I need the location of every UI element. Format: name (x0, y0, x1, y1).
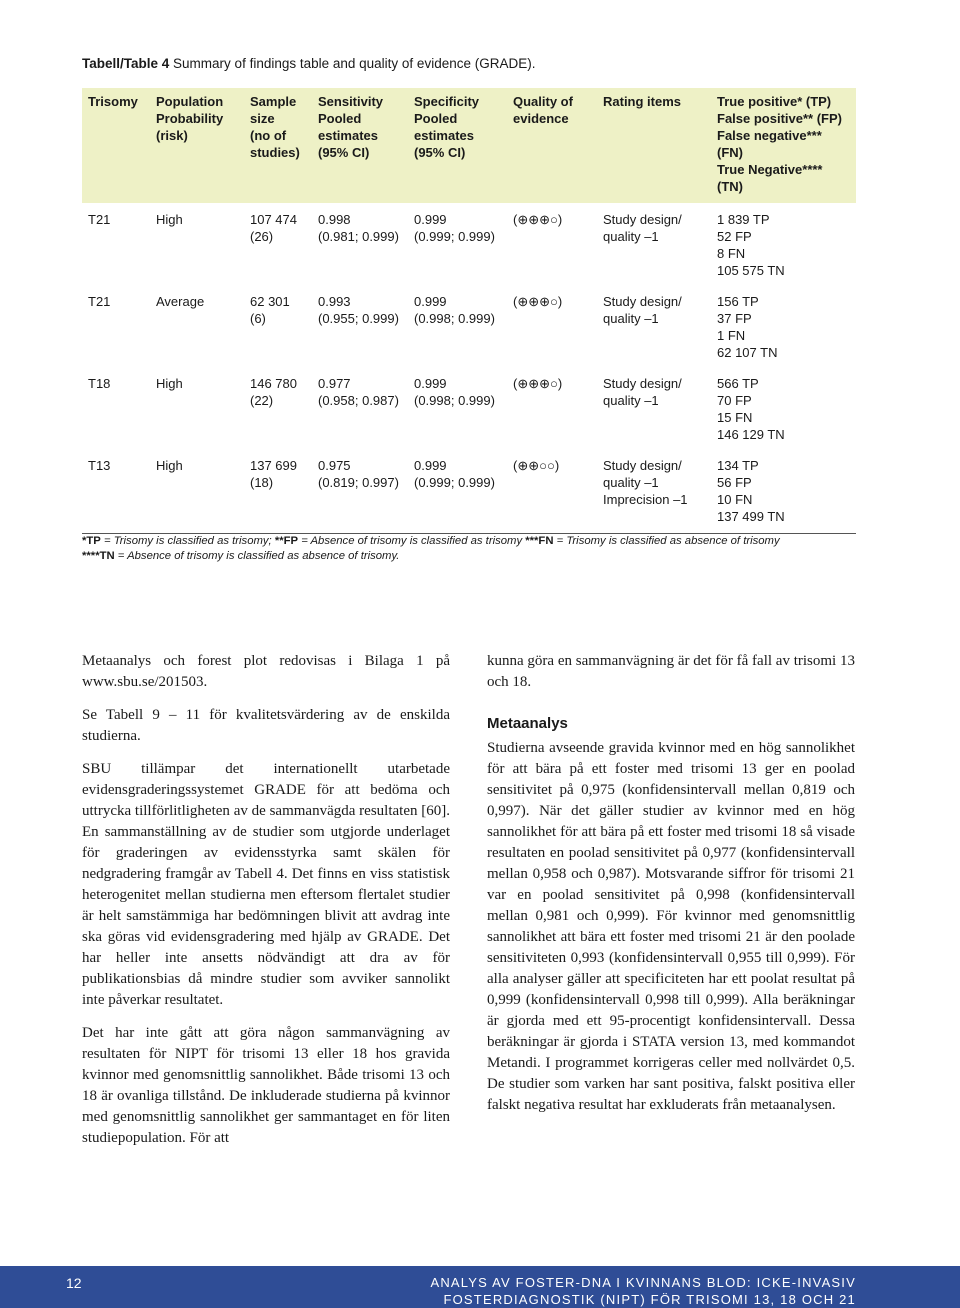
footer-title-line2: FOSTERDIAGNOSTIK (NIPT) FÖR TRISOMI 13, 18 OCH 21 (443, 1292, 856, 1307)
paragraph: Studierna avseende gravida kvinnor med en hög sannolikhet för att bära på ett foster med trisomi 13 ger en poolad sensitivitet på 0,975 (konfidensintervall mellan 0,819 och 0,997). När det gäller studier av kvinnor med en hög sannolikhet för att bära på ett foster med trisomi 18 så visade resultaten en poolad sensitivitet på 0,977 (konfidensintervall mellan 0,958 och 0,987). Motsvarande siffror för trisomi 21 var en poolad sensitivitet på 0,998 (konfidensintervall mellan 0,981 och 0,999). För kvinnor med genomsnittlig sannolikhet att bära ett foster med trisomi 21 är den poolade sensitiviteten 0,993 (konfidensintervall 0,955 till 0,999). För alla analyser gäller att specificiteten har ett poolat resultat på 0,999 (konfidensintervall 0,998 till 0,999). Alla beräkningar är gjorda med ett 95-procentigt konfidensintervall. Dessa beräkningar är gjorda i STATA version 13, med kommandot Metandi. I programmet korrigeras celler med nollvärdet 0,5. De studier som varken har sant positiva, falskt positiva eller falskt negativa resultat har exkluderats från metaanalysen. (487, 740, 855, 1113)
page-footer (0, 1266, 960, 1308)
footnote-fp-text: = Absence of trisomy is classified as trisomy (298, 535, 526, 547)
cell-specificity: 0.999 (0.998; 0.999) (414, 376, 495, 408)
footer-title (430, 1274, 856, 1308)
header-sensitivity: Sensitivity Pooled estimates (95% CI) (312, 88, 408, 203)
header-trisomy: Trisomy (82, 88, 150, 203)
cell-population: Average (156, 294, 205, 309)
table-row (82, 203, 856, 285)
cell-sensitivity: 0.977 (0.958; 0.987) (318, 376, 399, 408)
header-sample-size: Sample size (no of studies) (244, 88, 312, 203)
cell-counts: 1 839 TP 52 FP 8 FN 105 575 TN (717, 212, 785, 278)
footer-title-line1: ANALYS AV FOSTER-DNA I KVINNANS BLOD: ICKE-INVASIV (430, 1275, 856, 1290)
cell-sample-size: 107 474 (26) (250, 212, 297, 244)
cell-specificity: 0.999 (0.999; 0.999) (408, 449, 507, 534)
body-column-left (82, 651, 450, 1161)
page-number: 12 (66, 1275, 82, 1291)
footnote-fp-abbr: **FP (274, 535, 299, 547)
table-row (82, 449, 856, 534)
cell-specificity: 0.999 (0.999; 0.999) (414, 212, 495, 244)
footnote-tn-abbr: ****TN (82, 550, 115, 562)
cell-quality: (⊕⊕○○) (507, 449, 597, 534)
cell-trisomy: T21 (88, 294, 111, 309)
table-footnote (82, 534, 862, 564)
cell-counts: 566 TP 70 FP 15 FN 146 129 TN (717, 376, 785, 442)
header-rating-items: Rating items (597, 88, 711, 203)
table-row (82, 367, 856, 449)
cell-specificity: 0.999 (0.998; 0.999) (414, 294, 495, 326)
footnote-tp-text: = Trisomy is classified as trisomy; (100, 535, 275, 547)
summary-of-findings-table (82, 88, 856, 534)
cell-counts: 134 TP 56 FP 10 FN 137 499 TN (711, 449, 856, 534)
cell-rating-items: Study design/ quality –1 Imprecision –1 (597, 449, 711, 534)
cell-rating-items: Study design/ quality –1 (603, 294, 682, 326)
header-quality: Quality of evidence (507, 88, 597, 203)
cell-sample-size: 146 780 (22) (250, 376, 297, 408)
footnote-tp-abbr: *TP (82, 535, 101, 547)
table-row (82, 285, 856, 367)
footnote-fn-text: = Trisomy is classified as absence of trisomy (553, 535, 780, 547)
cell-quality: (⊕⊕⊕○) (513, 212, 563, 227)
paragraph: Det har inte gått att göra någon sammanvägning av resultaten för NIPT för trisomi 13 eller 18 hos gravida kvinnor med genomsnittlig sannolikhet. Både trisomi 13 och 18 är ovanliga tillstånd. De inkluderade studierna på kvinnor med genomsnittlig sannolikhet ger sammantaget en för liten studiepopulation. För att (82, 1025, 450, 1146)
cell-rating-items: Study design/ quality –1 (603, 376, 682, 408)
cell-sensitivity: 0.998 (0.981; 0.999) (318, 212, 399, 244)
table-caption-text: Summary of findings table and quality of evidence (GRADE). (173, 56, 536, 71)
cell-counts: 156 TP 37 FP 1 FN 62 107 TN (717, 294, 778, 360)
cell-trisomy: T18 (88, 376, 111, 391)
paragraph: Metaanalys och forest plot redovisas i Bilaga 1 på www.sbu.se/201503. (82, 653, 450, 690)
paragraph: Se Tabell 9 – 11 för kvalitetsvärdering av de enskilda studierna. (82, 707, 450, 744)
body-column-right (487, 651, 855, 1128)
table-header-row (82, 88, 856, 203)
section-heading-metaanalys: Metaanalys (487, 715, 568, 732)
header-population: Population Probability (risk) (150, 88, 244, 203)
footnote-tn-text: = Absence of trisomy is classified as absence of trisomy. (114, 550, 400, 562)
cell-quality: (⊕⊕⊕○) (513, 294, 563, 309)
table-caption-label: Tabell/Table 4 (82, 56, 170, 71)
table-caption (82, 56, 535, 71)
header-specificity: Specificity Pooled estimates (95% CI) (408, 88, 507, 203)
footnote-fn-abbr: ***FN (525, 535, 554, 547)
cell-sensitivity: 0.993 (0.955; 0.999) (318, 294, 399, 326)
cell-sample-size: 62 301 (6) (250, 294, 290, 326)
cell-sensitivity: 0.975 (0.819; 0.997) (312, 449, 408, 534)
cell-quality: (⊕⊕⊕○) (513, 376, 563, 391)
cell-population: High (156, 376, 183, 391)
cell-rating-items: Study design/ quality –1 (603, 212, 682, 244)
cell-sample-size: 137 699 (18) (244, 449, 312, 534)
paragraph: SBU tillämpar det internationellt utarbetade evidensgraderingssystemet GRADE för att bedöma och uttrycka tillförlitligheten av de sammanvägda resultaten [60]. En sammanställning av de studier som utgjorde underlaget för graderingen av evidensstyrka samt skälen för nedgradering framgår av Tabell 4. Det finns en viss statistisk heterogenitet mellan studierna men eftersom flertalet studier är helt samstämmiga har bedömningen blivit att avdrag inte ska göras vid evidensgradering med hjälp av GRADE. Det har heller inte ansetts nödvändigt att dra av för publikationsbias då mindre studier som avviker sannolikt inte påverkar resultatet. (82, 761, 450, 1008)
paragraph: kunna göra en sammanvägning är det för få fall av trisomi 13 och 18. (487, 653, 855, 690)
cell-population: High (156, 212, 183, 227)
cell-trisomy: T21 (88, 212, 111, 227)
cell-trisomy: T13 (82, 449, 150, 534)
header-true-false-counts: True positive* (TP) False positive** (FP) False negative*** (FN) True Negative**** (TN) (711, 88, 856, 203)
cell-population: High (150, 449, 244, 534)
